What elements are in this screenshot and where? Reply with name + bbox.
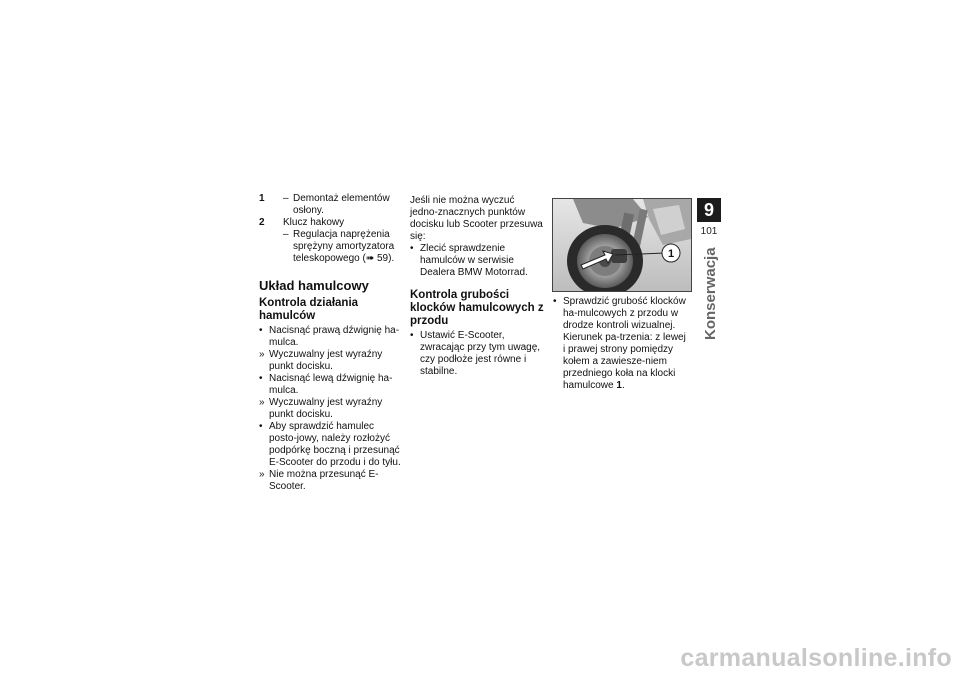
column-left	[259, 193, 401, 493]
result-mark: »	[259, 469, 265, 480]
bullet-text	[563, 296, 689, 392]
legend-item-1	[259, 193, 401, 217]
step-list	[259, 325, 401, 493]
step-item	[259, 325, 401, 349]
step-text: Wyczuwalny jest wyraźny punkt docisku.	[269, 397, 383, 420]
page-reference[interactable]: (➠ 59).	[362, 253, 395, 264]
step-text: Nacisnąć prawą dźwignię ha-mulca.	[269, 325, 400, 348]
step-item	[259, 373, 401, 397]
bullet-mark: •	[259, 373, 263, 384]
step-text: Aby sprawdzić hamulec posto-jowy, należy rozłożyć podpórkę boczną i przesunąć E-Scooter do przodu i do tyłu.	[269, 421, 401, 468]
bullet-text: Ustawić E-Scooter, zwracając przy tym uwagę, czy podłoże jest równe i stabilne.	[420, 330, 541, 377]
step-item	[259, 349, 401, 373]
column-middle	[410, 195, 544, 378]
bullet-item	[410, 330, 544, 378]
bullet-mark: •	[259, 421, 263, 432]
bullet-mark: •	[259, 325, 263, 336]
step-item	[259, 397, 401, 421]
page-number: 101	[700, 226, 718, 237]
dash-mark: –	[283, 229, 289, 240]
bullet-text-body: Sprawdzić grubość klocków ha-mulcowych z przodu w drodze kontroli wizualnej. Kierunek pa-trzenia: z lewej i prawej strony pomiędzy kołem a zawiesze-niem przedniego koła na klocki hamulcowe	[563, 296, 686, 391]
bullet-mark: •	[553, 296, 557, 307]
bullet-mark: •	[410, 330, 414, 341]
subsection-heading: Kontrola działania hamulców	[259, 297, 359, 322]
chapter-badge: 9	[697, 198, 721, 222]
intro-paragraph: Jeśli nie można wyczuć jedno-znacznych punktów docisku lub Scooter przesuwa się:	[410, 195, 543, 242]
reference-number: 1	[616, 380, 622, 391]
legend-title: Klucz hakowy	[283, 217, 345, 228]
bullet-text: Zlecić sprawdzenie hamulców w serwisie Dealera BMW Motorrad.	[420, 243, 528, 278]
legend-text-body: Regulacja naprężenia sprężyny amortyzatora teleskopowego	[293, 229, 395, 264]
legend-text: Demontaż elementów osłony.	[293, 193, 390, 216]
step-text: Wyczuwalny jest wyraźny punkt docisku.	[269, 349, 383, 372]
bullet-item	[410, 243, 544, 279]
bullet-item	[553, 296, 689, 392]
sentence-end: .	[621, 380, 625, 391]
section-title-vertical: Konserwacja	[702, 247, 719, 340]
step-text: Nacisnąć lewą dźwignię ha-mulca.	[269, 373, 393, 396]
step-text: Nie można przesunąć E-Scooter.	[269, 469, 379, 492]
step-item	[259, 421, 401, 469]
step-item	[259, 469, 401, 493]
subsection-heading: Kontrola grubości klocków hamulcowych z przodu	[410, 289, 544, 327]
legend-item-2	[259, 217, 401, 265]
result-mark: »	[259, 397, 265, 408]
result-mark: »	[259, 349, 265, 360]
brake-photo	[552, 198, 692, 292]
legend-number: 1	[259, 193, 265, 204]
legend-text	[293, 229, 401, 265]
column-right	[553, 296, 689, 392]
bullet-mark: •	[410, 243, 414, 254]
watermark: carmanualsonline.info	[680, 644, 952, 672]
section-heading: Układ hamulcowy	[259, 278, 369, 293]
scooter-wheel-illustration	[553, 199, 691, 291]
dash-mark: –	[283, 193, 289, 204]
callout-number: 1	[667, 248, 675, 260]
legend-number: 2	[259, 217, 265, 228]
